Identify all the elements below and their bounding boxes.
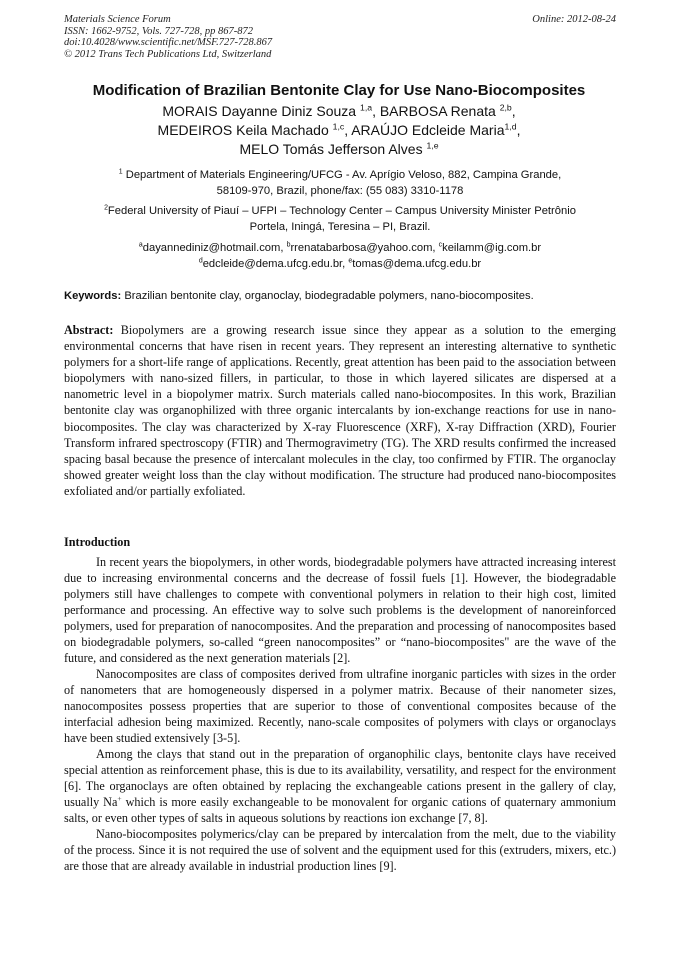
email-mark: b [286,241,291,249]
author-line [40,140,638,159]
paragraph: Nanocomposites are class of composites derived from ultrafine inorganic particles with sizes in the order of nanometers that are homogeneously dispersed in a polymer matrix. Because of their nanometer sizes, nanocomposites possess properties that are superior to those of conventional composites because of the interfacial adhesion being maximized. Recently, nano-scale composites of polymers with clays or organoclays have been studied extensively [3-5]. [64,667,616,745]
superscript: + [117,793,122,803]
email-address: rrenatabarbosa@yahoo.com [290,242,433,254]
online-date: Online: 2012-08-24 [532,14,616,25]
email-address: dayannediniz@hotmail.com [142,242,281,254]
author-separator: , [516,122,521,138]
keywords-text: Brazilian bentonite clay, organoclay, biodegradable polymers, nano-biocomposites. [124,290,534,302]
keywords [64,290,616,302]
author-name: MELO Tomás Jefferson Alves [239,141,423,157]
issn-line: ISSN: 1662-9752, Vols. 727-728, pp 867-872 [64,25,253,37]
author-affiliation-mark: 1,c [332,121,345,132]
paragraph: Among the clays that stand out in the preparation of organophilic clays, bentonite clays have received special attention as reinforcement phase, this is due to its availability, versatility, and respect for the environment [6]. The organoclays are often obtained by replacing the exchangeable cations present in the gallery of clay, usually Na+ which is more easily exchangeable to be monovalent for organic cations of quaternary ammonium salts, or even other types of salts in aqueous solutions by reactions ion exchange [7, 8]. [64,747,616,825]
affiliation-1 [64,167,616,199]
email-mark: d [198,257,203,265]
keywords-label: Keywords: [64,290,122,302]
affiliation-text: 58109-970, Brazil, phone/fax: (55 083) 3310-1178 [216,185,464,197]
author-separator: , [511,103,516,119]
author-separator: , [344,122,352,138]
author-separator: , [372,103,380,119]
email-address: edcleide@dema.ufcg.edu.br [202,258,343,270]
author-affiliation-mark: 2,b [499,102,512,113]
abstract [64,322,616,499]
abstract-text: Biopolymers are a growing research issue since they appear as a solution to the emerging environmental concerns that have risen in recent years. They represent an interesting alternative to synthetic polymers for a short-life range of applications. Recently, great attention has been paid to the association between biopolymers with nano-sized fillers, in particular, to those in which layered silicates are dispersed at a nanometric level in a biopolymer matrix. Surch materials called nano-biocomposites. In this work, Brazilian bentonite clay was organophilized with three organic intercalants by ion-exchange reactions for use in nano-biocomposites. The clay was characterized by X-ray Fluorescence (XRF), X-ray Diffraction (XRD), Fourier Transform infrared spectroscopy (FTIR) and Thermogravimetry (TG). The XRD results confirmed the increased spacing basal because the presence of intercalant molecules in the clay, too confirmed by FTIR. The organoclay showed greater weight loss than the clay without modification. The structure had produced nano-biocomposites exfoliated and/or partially exfoliated. [64,323,617,498]
section-heading: Introduction [64,535,131,549]
email-list: $^a$dayannediniz@hotmail.com, $^b$rrenatabarbosa@yahoo.com, $^c$keilamm@ig.com.br $^d$edcleide@dema.ufcg.edu.br, $^e$tomas@dema.ufcg.edu.br [138,241,542,270]
paragraph: Nano-biocomposites polymerics/clay can be prepared by intercalation from the melt, due to the viability of the process. Since it is not required the use of solvent and the equipment used for this (extruders, mixers, etc.) are those that are already available in industrial production lines [9]. [64,827,616,873]
affiliation-mark: 2 [104,204,108,212]
affiliation-text: Federal University of Piauí – UFPI – Technology Center – Campus University Minister Petrônio [107,205,576,217]
affiliation-text: Department of Materials Engineering/UFCG - Av. Aprígio Veloso, 882, Campina Grande, [125,169,562,181]
publication-header [64,14,616,60]
email-mark: e [348,257,353,265]
doi-line: doi:10.4028/www.scientific.net/MSF.727-728.867 [64,37,273,49]
author-affiliation-mark: 1,a [360,102,373,113]
author-line [40,102,638,121]
introduction-body [64,554,616,874]
affiliation-mark: 1 [118,168,123,176]
author-list [40,102,638,159]
copyright-line: © 2012 Trans Tech Publications Ltd, Switzerland [64,48,272,60]
email-address: keilamm@ig.com.br [442,242,542,254]
author-name: BARBOSA Renata [379,103,496,119]
paragraph: In recent years the biopolymers, in other words, biodegradable polymers have attracted increasing interest due to increasing environmental concerns and the decrease of fossil fuels [1]. However, the biodegradable polymers still have challenges to compete with conventional polymers in relation to their high cost, limited performance and processing. An effective way to solve such problems is the development of nanoreinforced polymers, used for preparation of nanocomposites. And the preparation and processing of nanocomposites based on biodegradable polymers, so-called “green nanocomposites” or “nano-biocomposites" are the wave of the future, and considered as the next generation materials [2]. [64,555,616,665]
author-name: ARAÚJO Edcleide Maria [351,122,505,138]
author-line [40,121,638,140]
author-affiliation-mark: 1,e [426,140,439,151]
journal-name: Materials Science Forum [64,14,171,25]
email-mark: c [438,241,443,249]
email-mark: a [138,241,143,249]
paper-title: Modification of Brazilian Bentonite Clay for Use Nano-Biocomposites [92,82,586,99]
email-address: tomas@dema.ufcg.edu.br [352,258,482,270]
author-name: MORAIS Dayanne Diniz Souza [162,103,357,119]
author-affiliation-mark: 1,d [504,121,517,132]
affiliation-2 [64,203,616,235]
author-name: MEDEIROS Keila Machado [157,122,329,138]
abstract-label: Abstract: [64,323,114,337]
affiliation-text: Portela, Iningá, Teresina – PI, Brazil. [249,221,431,233]
